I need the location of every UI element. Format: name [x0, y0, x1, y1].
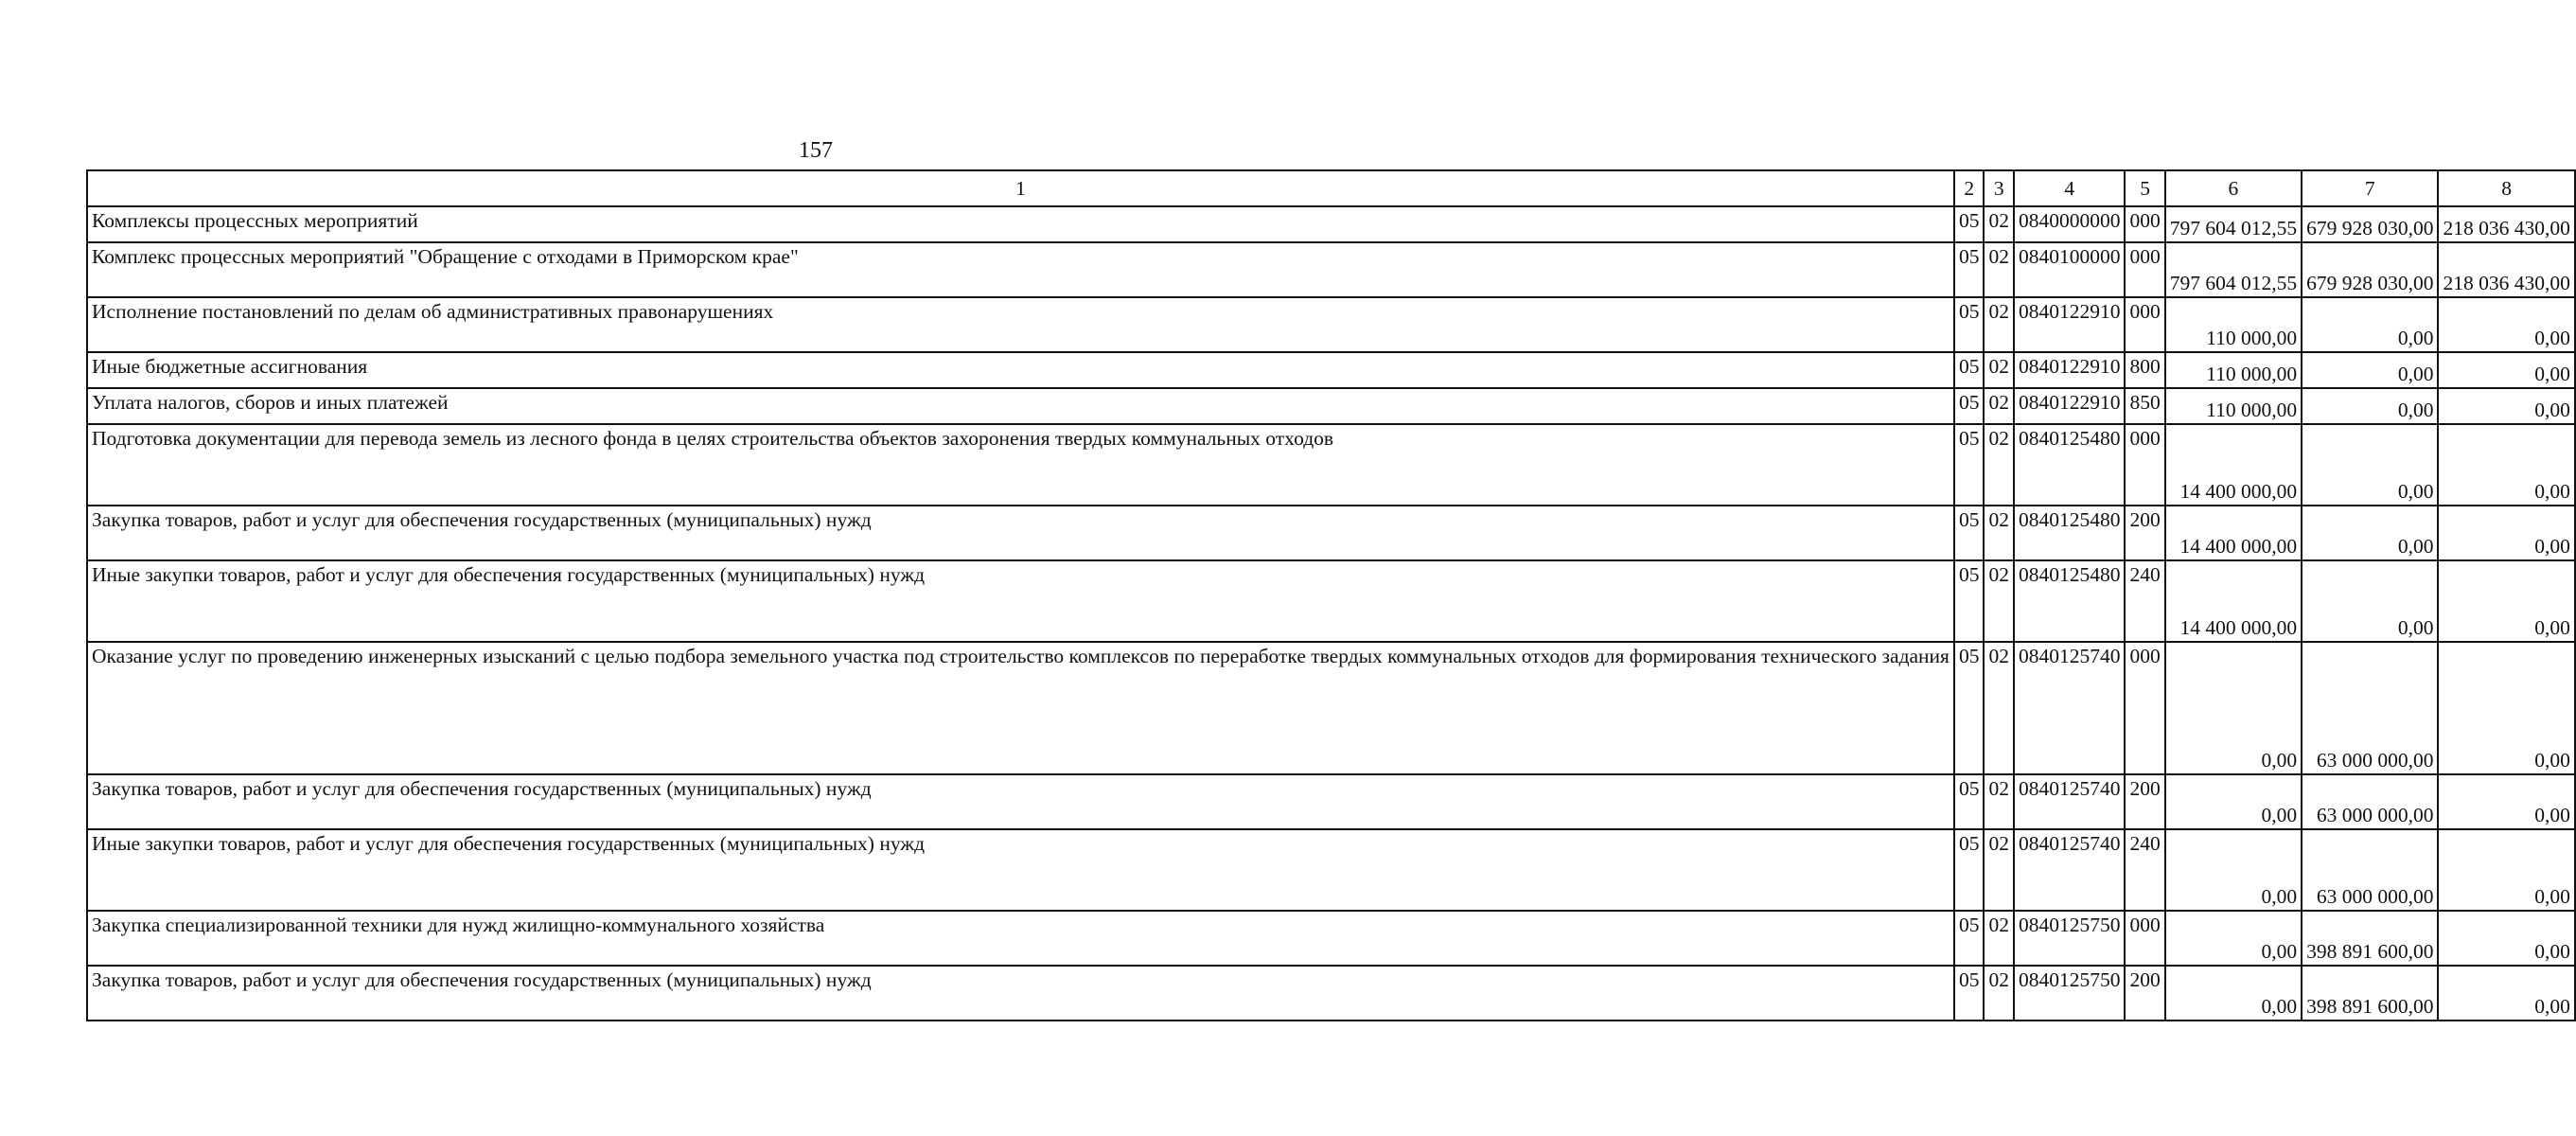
expense-type-cell: 200 [2125, 774, 2164, 829]
amount-col6-cell: 14 400 000,00 [2165, 424, 2302, 506]
amount-col6-cell: 0,00 [2165, 642, 2302, 774]
budget-table [86, 169, 2576, 1021]
amount-col7-cell: 0,00 [2302, 424, 2438, 506]
subsection-code-cell: 02 [1984, 242, 2014, 297]
expense-type-cell: 850 [2125, 388, 2164, 424]
column-header-2: 2 [1954, 170, 1985, 206]
target-article-cell: 0840122910 [2014, 297, 2126, 352]
table-row [87, 829, 2575, 911]
target-article-cell: 0840125740 [2014, 774, 2126, 829]
expense-type-cell: 800 [2125, 352, 2164, 388]
table-row [87, 297, 2575, 352]
expense-type-cell: 000 [2125, 424, 2164, 506]
amount-col8-cell: 218 036 430,00 [2438, 242, 2574, 297]
section-code-cell: 05 [1954, 911, 1985, 966]
target-article-cell: 0840122910 [2014, 352, 2126, 388]
amount-col8-cell: 0,00 [2438, 388, 2574, 424]
expense-type-cell: 200 [2125, 966, 2164, 1021]
row-name-cell: Иные закупки товаров, работ и услуг для обеспечения государственных (муниципальных) нужд [87, 829, 1954, 911]
section-code-cell: 05 [1954, 560, 1985, 642]
section-code-cell: 05 [1954, 829, 1985, 911]
target-article-cell: 0840125750 [2014, 911, 2126, 966]
amount-col8-cell: 0,00 [2438, 560, 2574, 642]
target-article-cell: 0840125480 [2014, 506, 2126, 560]
subsection-code-cell: 02 [1984, 642, 2014, 774]
column-header-6: 6 [2165, 170, 2302, 206]
row-name-cell: Исполнение постановлений по делам об административных правонарушениях [87, 297, 1954, 352]
amount-col7-cell: 63 000 000,00 [2302, 774, 2438, 829]
amount-col8-cell: 0,00 [2438, 352, 2574, 388]
expense-type-cell: 240 [2125, 560, 2164, 642]
amount-col6-cell: 110 000,00 [2165, 297, 2302, 352]
subsection-code-cell: 02 [1984, 911, 2014, 966]
expense-type-cell: 200 [2125, 506, 2164, 560]
amount-col6-cell: 0,00 [2165, 911, 2302, 966]
amount-col7-cell: 679 928 030,00 [2302, 206, 2438, 242]
target-article-cell: 0840125750 [2014, 966, 2126, 1021]
amount-col7-cell: 679 928 030,00 [2302, 242, 2438, 297]
amount-col7-cell: 0,00 [2302, 352, 2438, 388]
target-article-cell: 0840100000 [2014, 242, 2126, 297]
amount-col7-cell: 0,00 [2302, 506, 2438, 560]
row-name-cell: Подготовка документации для перевода земель из лесного фонда в целях строительства объектов захоронения твердых коммунальных отходов [87, 424, 1954, 506]
subsection-code-cell: 02 [1984, 560, 2014, 642]
column-header-4: 4 [2014, 170, 2126, 206]
table-row [87, 242, 2575, 297]
amount-col7-cell: 398 891 600,00 [2302, 966, 2438, 1021]
subsection-code-cell: 02 [1984, 388, 2014, 424]
row-name-cell: Закупка товаров, работ и услуг для обеспечения государственных (муниципальных) нужд [87, 506, 1954, 560]
section-code-cell: 05 [1954, 242, 1985, 297]
amount-col6-cell: 110 000,00 [2165, 352, 2302, 388]
row-name-cell: Оказание услуг по проведению инженерных изысканий с целью подбора земельного участка под строительство комплексов по переработке твердых коммунальных отходов для формирования технического задания [87, 642, 1954, 774]
expense-type-cell: 000 [2125, 297, 2164, 352]
section-code-cell: 05 [1954, 424, 1985, 506]
table-row [87, 388, 2575, 424]
row-name-cell: Комплексы процессных мероприятий [87, 206, 1954, 242]
table-row [87, 911, 2575, 966]
section-code-cell: 05 [1954, 352, 1985, 388]
row-name-cell: Закупка товаров, работ и услуг для обеспечения государственных (муниципальных) нужд [87, 966, 1954, 1021]
row-name-cell: Уплата налогов, сборов и иных платежей [87, 388, 1954, 424]
subsection-code-cell: 02 [1984, 352, 2014, 388]
column-header-3: 3 [1984, 170, 2014, 206]
amount-col8-cell: 0,00 [2438, 774, 2574, 829]
expense-type-cell: 000 [2125, 242, 2164, 297]
column-header-8: 8 [2438, 170, 2574, 206]
section-code-cell: 05 [1954, 642, 1985, 774]
table-row [87, 560, 2575, 642]
amount-col8-cell: 0,00 [2438, 424, 2574, 506]
subsection-code-cell: 02 [1984, 966, 2014, 1021]
table-row [87, 424, 2575, 506]
table-row [87, 506, 2575, 560]
amount-col8-cell: 0,00 [2438, 642, 2574, 774]
section-code-cell: 05 [1954, 774, 1985, 829]
amount-col8-cell: 0,00 [2438, 911, 2574, 966]
row-name-cell: Иные закупки товаров, работ и услуг для обеспечения государственных (муниципальных) нужд [87, 560, 1954, 642]
target-article-cell: 0840125480 [2014, 424, 2126, 506]
section-code-cell: 05 [1954, 297, 1985, 352]
table-row [87, 774, 2575, 829]
column-header-1: 1 [87, 170, 1954, 206]
subsection-code-cell: 02 [1984, 424, 2014, 506]
target-article-cell: 0840000000 [2014, 206, 2126, 242]
target-article-cell: 0840125740 [2014, 642, 2126, 774]
amount-col7-cell: 0,00 [2302, 560, 2438, 642]
amount-col6-cell: 0,00 [2165, 966, 2302, 1021]
target-article-cell: 0840125740 [2014, 829, 2126, 911]
column-header-5: 5 [2125, 170, 2164, 206]
table-row [87, 206, 2575, 242]
section-code-cell: 05 [1954, 966, 1985, 1021]
expense-type-cell: 000 [2125, 911, 2164, 966]
target-article-cell: 0840125480 [2014, 560, 2126, 642]
amount-col7-cell: 63 000 000,00 [2302, 829, 2438, 911]
row-name-cell: Комплекс процессных мероприятий "Обращение с отходами в Приморском крае" [87, 242, 1954, 297]
column-header-7: 7 [2302, 170, 2438, 206]
row-name-cell: Закупка товаров, работ и услуг для обеспечения государственных (муниципальных) нужд [87, 774, 1954, 829]
amount-col7-cell: 0,00 [2302, 297, 2438, 352]
amount-col6-cell: 797 604 012,55 [2165, 242, 2302, 297]
amount-col6-cell: 0,00 [2165, 774, 2302, 829]
table-row [87, 642, 2575, 774]
target-article-cell: 0840122910 [2014, 388, 2126, 424]
row-name-cell: Иные бюджетные ассигнования [87, 352, 1954, 388]
amount-col8-cell: 0,00 [2438, 506, 2574, 560]
subsection-code-cell: 02 [1984, 206, 2014, 242]
amount-col8-cell: 0,00 [2438, 829, 2574, 911]
table-row [87, 966, 2575, 1021]
amount-col8-cell: 0,00 [2438, 966, 2574, 1021]
subsection-code-cell: 02 [1984, 506, 2014, 560]
section-code-cell: 05 [1954, 206, 1985, 242]
table-row [87, 352, 2575, 388]
expense-type-cell: 240 [2125, 829, 2164, 911]
amount-col7-cell: 398 891 600,00 [2302, 911, 2438, 966]
section-code-cell: 05 [1954, 388, 1985, 424]
amount-col6-cell: 110 000,00 [2165, 388, 2302, 424]
section-code-cell: 05 [1954, 506, 1985, 560]
amount-col8-cell: 0,00 [2438, 297, 2574, 352]
amount-col7-cell: 63 000 000,00 [2302, 642, 2438, 774]
amount-col7-cell: 0,00 [2302, 388, 2438, 424]
subsection-code-cell: 02 [1984, 297, 2014, 352]
subsection-code-cell: 02 [1984, 829, 2014, 911]
page-number: 157 [799, 138, 833, 163]
table-header-row [87, 170, 2575, 206]
amount-col6-cell: 797 604 012,55 [2165, 206, 2302, 242]
expense-type-cell: 000 [2125, 642, 2164, 774]
amount-col8-cell: 218 036 430,00 [2438, 206, 2574, 242]
row-name-cell: Закупка специализированной техники для нужд жилищно-коммунального хозяйства [87, 911, 1954, 966]
amount-col6-cell: 0,00 [2165, 829, 2302, 911]
subsection-code-cell: 02 [1984, 774, 2014, 829]
amount-col6-cell: 14 400 000,00 [2165, 560, 2302, 642]
amount-col6-cell: 14 400 000,00 [2165, 506, 2302, 560]
expense-type-cell: 000 [2125, 206, 2164, 242]
